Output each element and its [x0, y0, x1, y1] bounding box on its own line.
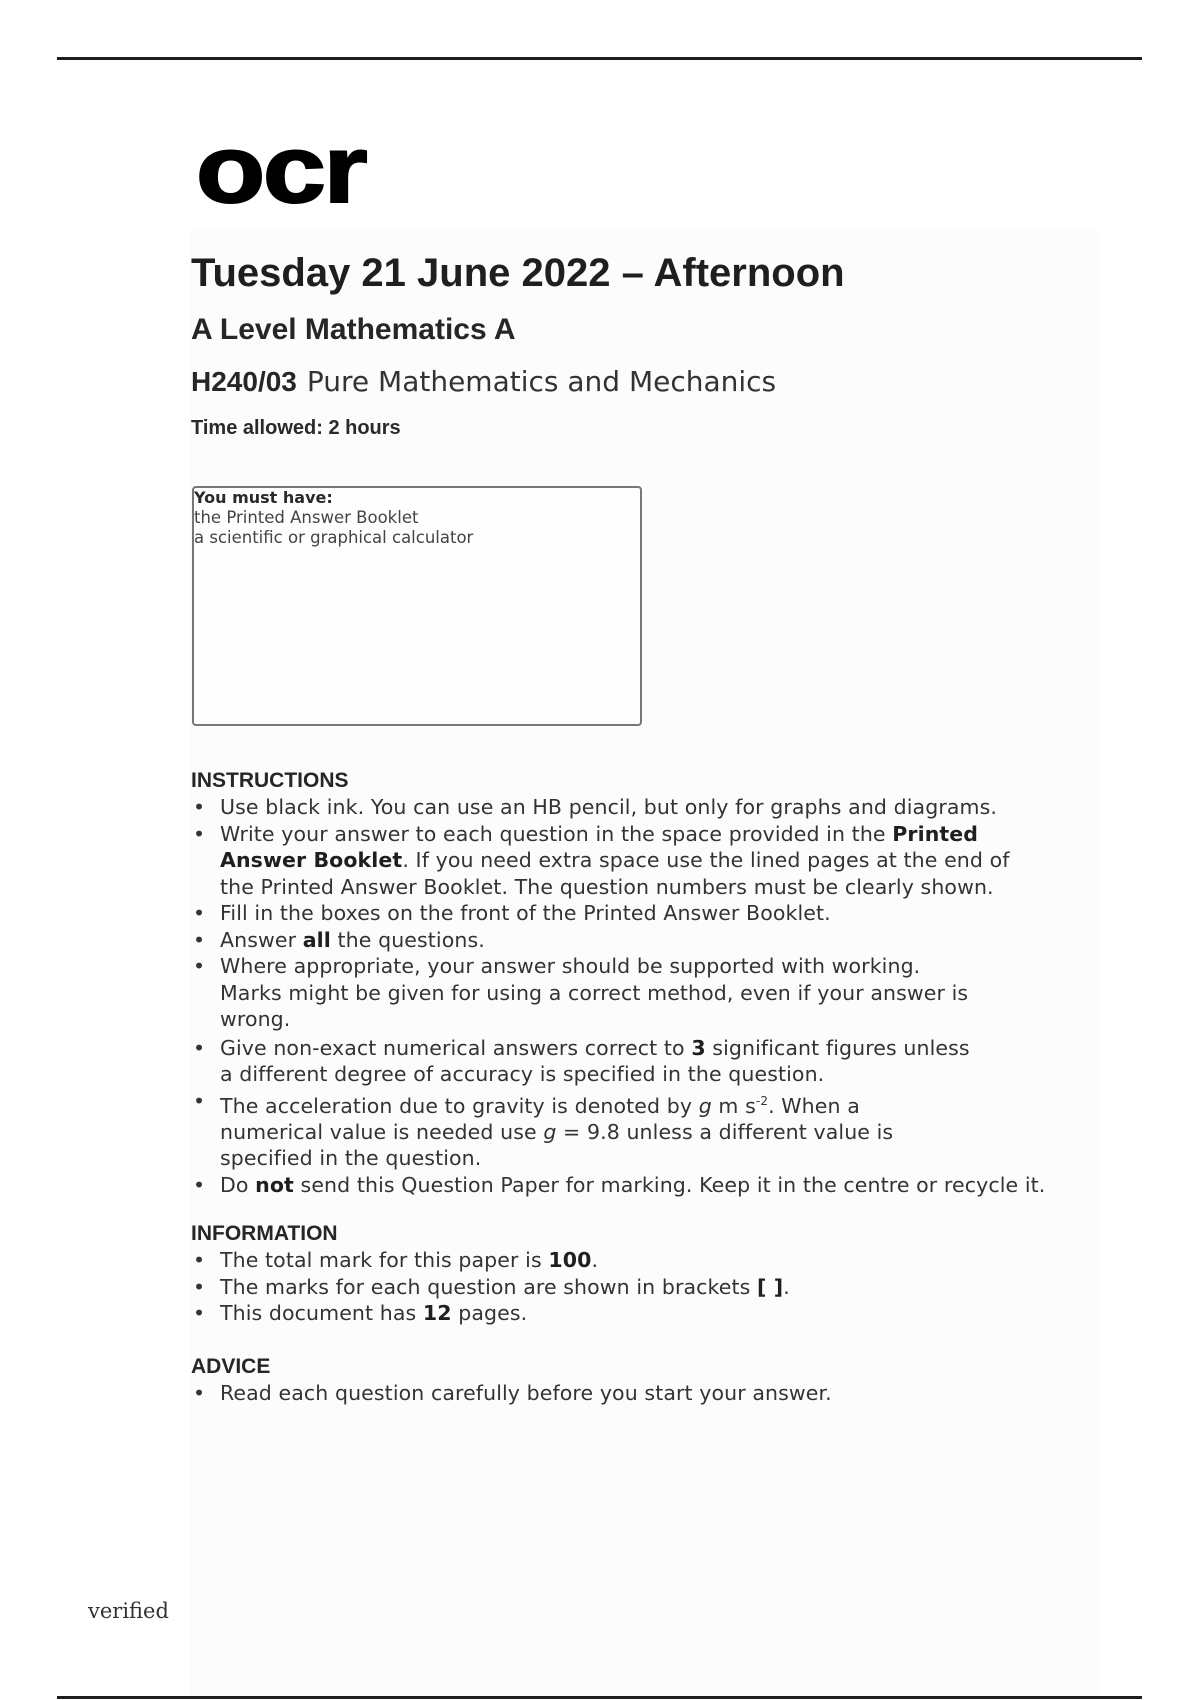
qualification-title: A Level Mathematics A	[191, 313, 516, 346]
instruction-item: • Use black ink. You can use an HB pencil, but only for graphs and diagrams.	[191, 794, 1111, 821]
information-item: • The marks for each question are shown in brackets [ ].	[191, 1274, 1111, 1301]
requirement-item: the Printed Answer Booklet	[194, 508, 419, 527]
instruction-item: • Answer all the questions.	[191, 927, 1111, 954]
instruction-item: • Where appropriate, your answer should be supported with working. Marks might be given for using a correct method, even if your answer is wrong.	[191, 953, 1111, 1033]
information-list	[191, 1247, 1111, 1327]
verified-watermark: verified	[88, 1599, 169, 1623]
information-item: • This document has 12 pages.	[191, 1300, 1111, 1327]
information-section	[191, 1221, 1111, 1327]
information-heading: INFORMATION	[191, 1222, 338, 1245]
requirement-item: a scientific or graphical calculator	[194, 528, 474, 547]
instructions-heading: INSTRUCTIONS	[191, 769, 349, 792]
top-rule	[57, 57, 1142, 60]
information-item: • The total mark for this paper is 100.	[191, 1247, 1111, 1274]
instruction-item: • Do not send this Question Paper for marking. Keep it in the centre or recycle it.	[191, 1172, 1111, 1199]
bottom-rule	[57, 1696, 1142, 1699]
instruction-item: • Give non-exact numerical answers correct to 3 significant figures unless a different degree of accuracy is specified in the question.	[191, 1035, 1111, 1088]
instruction-item: • The acceleration due to gravity is denoted by g m $s^{-2}$. When a numerical value is needed use g = 9.8 unless a different value is specified in the question.	[191, 1088, 1111, 1172]
instructions-section	[191, 768, 1111, 1198]
advice-section	[191, 1354, 1111, 1407]
time-allowed: Time allowed: 2 hours	[191, 417, 401, 439]
paper-name: Pure Mathematics and Mechanics	[306, 365, 777, 398]
advice-item: • Read each question carefully before you start your answer.	[191, 1380, 1111, 1407]
ocr-logo: ocr	[196, 116, 366, 223]
advice-heading: ADVICE	[191, 1355, 271, 1378]
exam-date-title: Tuesday 21 June 2022 – Afternoon	[191, 251, 845, 295]
paper-code: H240/03	[191, 366, 297, 397]
requirements-box	[192, 486, 642, 726]
instruction-item: • Write your answer to each question in the space provided in the Printed Answer Booklet. If you need extra space use the lined pages at the end of the Printed Answer Booklet. The question numbers must be clearly shown.	[191, 821, 1111, 901]
advice-list	[191, 1380, 1111, 1407]
instructions-list	[191, 794, 1111, 1198]
paper-code-line	[191, 365, 777, 398]
requirements-heading: You must have:	[194, 488, 333, 507]
instruction-item: • Fill in the boxes on the front of the Printed Answer Booklet.	[191, 900, 1111, 927]
